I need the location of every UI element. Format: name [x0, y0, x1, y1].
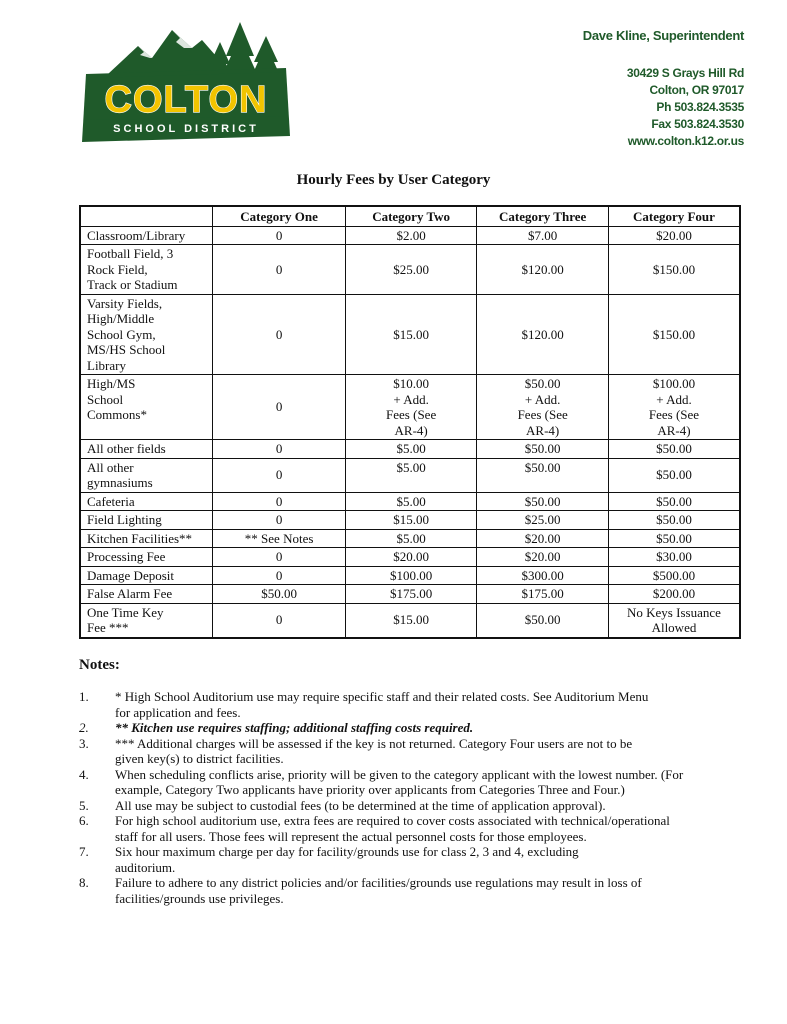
fee-cell: [213, 566, 346, 585]
fee-cell: [608, 511, 740, 530]
row-label-line: Library: [87, 357, 126, 373]
fee-cell: [608, 294, 740, 375]
row-label-cell: [80, 440, 213, 459]
fee-cell: [345, 529, 477, 548]
fee-cell: [213, 375, 346, 440]
row-label-cell: [80, 458, 213, 492]
fee-cell: [345, 375, 477, 440]
note-item: [79, 813, 729, 844]
row-label-line: School Gym,: [87, 326, 156, 342]
fee-value: $5.00: [396, 493, 426, 509]
note-text-line: given key(s) to district facilities.: [115, 751, 284, 766]
note-text-line: example, Category Two applicants have priority over applicants from Categories Three and Four.): [115, 782, 625, 797]
notes-heading: Notes:: [79, 657, 120, 673]
table-row: [80, 548, 740, 567]
fee-cell: [608, 458, 740, 492]
table-row: [80, 226, 740, 245]
row-label-line: Fee ***: [87, 620, 129, 635]
note-text-line: All use may be subject to custodial fees (to be determined at the time of application approval).: [115, 797, 606, 813]
fee-value: $5.00: [396, 459, 426, 475]
row-label-line: Football Field, 3: [87, 246, 174, 261]
row-label-line: Cafeteria: [87, 493, 135, 509]
fee-value: + Add.: [656, 391, 692, 407]
fee-value: $20.00: [524, 530, 561, 546]
fee-value: $50.00: [524, 441, 561, 456]
note-text-line: auditorium.: [115, 859, 176, 875]
fee-cell: [213, 294, 346, 375]
fee-value: + Add.: [524, 391, 561, 407]
fee-value: $5.00: [396, 441, 426, 456]
fee-value: $50.00: [524, 459, 561, 475]
notes-list: [79, 689, 729, 906]
fee-value: Allowed: [651, 620, 697, 635]
fee-cell: [477, 226, 609, 245]
row-label-line: Commons*: [87, 407, 147, 422]
fee-cell: [477, 245, 609, 295]
fee-value: $50.00: [656, 512, 692, 527]
note-item: [79, 736, 729, 767]
note-item: [79, 720, 729, 736]
row-label-line: All other: [87, 459, 134, 475]
fee-value: 0: [275, 227, 283, 243]
fee-value: $30.00: [656, 549, 692, 564]
note-number: 8.: [79, 875, 89, 890]
fee-value: AR-4): [526, 422, 560, 438]
fee-value: 0: [275, 549, 283, 564]
fee-value: No Keys Issuance: [627, 604, 721, 620]
colton-school-district-logo: [80, 22, 292, 142]
logo-wordmark: COLTON: [104, 79, 268, 121]
fee-value: $20.00: [393, 549, 429, 564]
fee-cell: [608, 492, 740, 511]
fee-cell: [477, 511, 609, 530]
row-label-line: gymnasiums: [87, 475, 153, 490]
row-label-line: Field Lighting: [87, 512, 162, 527]
note-text-line: When scheduling conflicts arise, priority will be given to the category applicant with the lowest number. (For: [115, 766, 684, 782]
row-label-line: High/Middle: [87, 311, 155, 326]
fee-cell: [608, 529, 740, 548]
note-number: 6.: [79, 813, 89, 828]
fee-cell: [345, 245, 477, 295]
note-number: 3.: [79, 735, 89, 751]
fee-value: $15.00: [393, 512, 429, 527]
fee-value: 0: [275, 612, 283, 628]
table-row: [80, 566, 740, 585]
table-row: [80, 492, 740, 511]
fee-value: $50.00: [656, 530, 692, 546]
row-label-line: Varsity Fields,: [87, 295, 163, 311]
fee-value: $50.00: [261, 586, 297, 601]
header-category-three: Category Three: [477, 206, 609, 226]
fee-value: $2.00: [396, 227, 426, 243]
fee-value: $175.00: [390, 586, 433, 601]
fee-value: $25.00: [524, 512, 561, 527]
fee-value: Fees (See: [386, 407, 437, 422]
fee-value: $50.00: [524, 493, 561, 509]
fee-value: Fees (See: [648, 407, 700, 422]
fee-value: $50.00: [656, 493, 692, 509]
fee-cell: [213, 511, 346, 530]
fee-value: 0: [275, 467, 283, 483]
row-label-cell: [80, 511, 213, 530]
note-text-line: for application and fees.: [115, 704, 241, 720]
row-label-cell: [80, 585, 213, 604]
note-text-line: ** Kitchen use requires staffing; additional staffing costs required.: [115, 720, 474, 735]
logo-subtext: SCHOOL DISTRICT: [113, 123, 259, 135]
row-label-line: Damage Deposit: [87, 567, 175, 583]
fee-cell: [345, 603, 477, 638]
superintendent-name: Dave Kline, Superintendent: [582, 28, 744, 43]
fee-cell: [213, 529, 346, 548]
fee-value: $15.00: [393, 326, 429, 342]
header-category-four: Category Four: [608, 206, 740, 226]
fee-value: 0: [275, 441, 283, 456]
row-label-cell: [80, 492, 213, 511]
fee-value: $120.00: [521, 261, 564, 277]
fee-value: AR-4): [394, 422, 428, 438]
fee-value: $150.00: [652, 261, 696, 277]
fee-value: $200.00: [652, 586, 696, 601]
note-text-line: staff for all users. Those fees will represent the actual personnel costs for those employees.: [115, 828, 587, 844]
fee-cell: [345, 492, 477, 511]
note-item: [79, 689, 729, 720]
fee-value: $100.00: [652, 376, 696, 391]
fee-cell: [345, 511, 477, 530]
fee-value: 0: [275, 512, 283, 527]
row-label-line: Rock Field,: [87, 261, 148, 277]
row-label-line: MS/HS School: [87, 342, 166, 357]
fee-cell: [213, 458, 346, 492]
fee-value: $20.00: [524, 549, 561, 564]
table-row: [80, 245, 740, 295]
note-item: [79, 798, 729, 814]
fee-value: $100.00: [390, 567, 433, 583]
row-label-cell: [80, 375, 213, 440]
fee-value: 0: [275, 326, 283, 342]
fee-cell: [213, 226, 346, 245]
fee-cell: [477, 294, 609, 375]
address-city: Colton, OR 97017: [649, 83, 744, 97]
fee-cell: [477, 585, 609, 604]
fee-value: $20.00: [656, 227, 692, 243]
fee-cell: [345, 294, 477, 375]
header-cell-blank: [80, 206, 213, 226]
note-text-line: Six hour maximum charge per day for facility/grounds use for class 2, 3 and 4, excluding: [115, 844, 579, 859]
fee-cell: [608, 245, 740, 295]
note-text-line: For high school auditorium use, extra fees are required to cover costs associated with technical/operational: [115, 813, 670, 828]
fee-value: $50.00: [656, 441, 692, 456]
row-label-line: All other fields: [87, 441, 166, 456]
fee-value: ** See Notes: [244, 530, 314, 546]
table-row: [80, 511, 740, 530]
note-number: 5.: [79, 797, 89, 813]
fee-cell: [608, 585, 740, 604]
fax-number: Fax 503.824.3530: [651, 117, 744, 131]
row-label-cell: [80, 529, 213, 548]
row-label-line: False Alarm Fee: [87, 586, 173, 601]
row-label-line: School: [87, 391, 124, 407]
table-row: [80, 440, 740, 459]
fee-value: 0: [275, 399, 283, 415]
fee-value: 0: [275, 261, 283, 277]
fee-cell: [608, 603, 740, 638]
fee-value: $25.00: [393, 261, 429, 277]
fee-cell: [608, 566, 740, 585]
fees-table-body: [80, 226, 740, 638]
fee-cell: [477, 529, 609, 548]
fee-value: $300.00: [521, 567, 564, 583]
fee-value: $175.00: [521, 586, 564, 601]
table-row: [80, 529, 740, 548]
note-number: 2.: [79, 720, 89, 735]
note-item: [79, 844, 729, 875]
fee-cell: [608, 548, 740, 567]
row-label-line: Classroom/Library: [87, 227, 186, 243]
row-label-line: Track or Stadium: [87, 277, 178, 292]
note-text-line: *** Additional charges will be assessed if the key is not returned. Category Four users are not to be: [115, 735, 633, 751]
fee-value: 0: [275, 493, 283, 509]
row-label-cell: [80, 294, 213, 375]
contact-block: [583, 28, 744, 150]
fees-table: [79, 205, 741, 639]
note-number: 4.: [79, 766, 89, 782]
fee-value: $15.00: [393, 612, 429, 628]
note-number: 7.: [79, 844, 89, 859]
fee-cell: [345, 548, 477, 567]
fee-cell: [345, 458, 477, 492]
fee-cell: [477, 458, 609, 492]
header-category-one: Category One: [213, 206, 346, 226]
fee-cell: [608, 226, 740, 245]
fee-value: $150.00: [652, 326, 696, 342]
row-label-cell: [80, 226, 213, 245]
fee-value: $50.00: [524, 612, 561, 628]
fee-value: 0: [275, 567, 283, 583]
fee-cell: [213, 492, 346, 511]
table-header-row: [80, 206, 740, 226]
fee-cell: [213, 440, 346, 459]
fee-cell: [477, 375, 609, 440]
row-label-line: High/MS: [87, 376, 136, 391]
address-street: 30429 S Grays Hill Rd: [626, 66, 744, 80]
fee-value: $7.00: [528, 227, 558, 243]
row-label-cell: [80, 548, 213, 567]
fee-cell: [477, 492, 609, 511]
fee-cell: [213, 245, 346, 295]
fee-cell: [213, 603, 346, 638]
note-number: 1.: [79, 689, 89, 704]
fee-value: $50.00: [656, 467, 692, 483]
row-label-cell: [80, 245, 213, 295]
fee-value: $120.00: [521, 326, 564, 342]
table-row: [80, 585, 740, 604]
phone-number: Ph 503.824.3535: [656, 100, 744, 114]
note-item: [79, 875, 729, 906]
fee-value: + Add.: [393, 391, 429, 407]
fee-cell: [477, 440, 609, 459]
note-text-line: * High School Auditorium use may require specific staff and their related costs. See Auditorium Menu: [115, 689, 649, 704]
fee-cell: [477, 603, 609, 638]
page-title: Hourly Fees by User Category: [296, 172, 491, 188]
row-label-line: Kitchen Facilities**: [87, 530, 193, 546]
table-row: [80, 375, 740, 440]
fee-cell: [345, 566, 477, 585]
fee-cell: [477, 566, 609, 585]
fee-value: $5.00: [396, 530, 426, 546]
table-row: [80, 603, 740, 638]
table-row: [80, 458, 740, 492]
row-label-line: One Time Key: [87, 604, 164, 620]
note-text-line: Failure to adhere to any district policies and/or facilities/grounds use regulations may result in loss of: [115, 875, 642, 890]
note-text-line: facilities/grounds use privileges.: [115, 890, 284, 906]
fee-cell: [608, 440, 740, 459]
fee-cell: [213, 585, 346, 604]
mountain-shape: [108, 30, 230, 74]
fee-value: $500.00: [652, 567, 696, 583]
fee-cell: [345, 440, 477, 459]
row-label-cell: [80, 566, 213, 585]
fee-value: $50.00: [524, 376, 561, 391]
table-row: [80, 294, 740, 375]
fee-cell: [345, 585, 477, 604]
fee-value: AR-4): [657, 422, 691, 438]
fee-cell: [213, 548, 346, 567]
row-label-cell: [80, 603, 213, 638]
fee-cell: [477, 548, 609, 567]
header-category-two: Category Two: [345, 206, 477, 226]
website-url: www.colton.k12.or.us: [627, 134, 744, 148]
note-item: [79, 767, 729, 798]
fee-cell: [345, 226, 477, 245]
row-label-line: Processing Fee: [87, 549, 166, 564]
fee-value: $10.00: [393, 376, 429, 391]
fee-cell: [608, 375, 740, 440]
fee-value: Fees (See: [517, 407, 568, 422]
